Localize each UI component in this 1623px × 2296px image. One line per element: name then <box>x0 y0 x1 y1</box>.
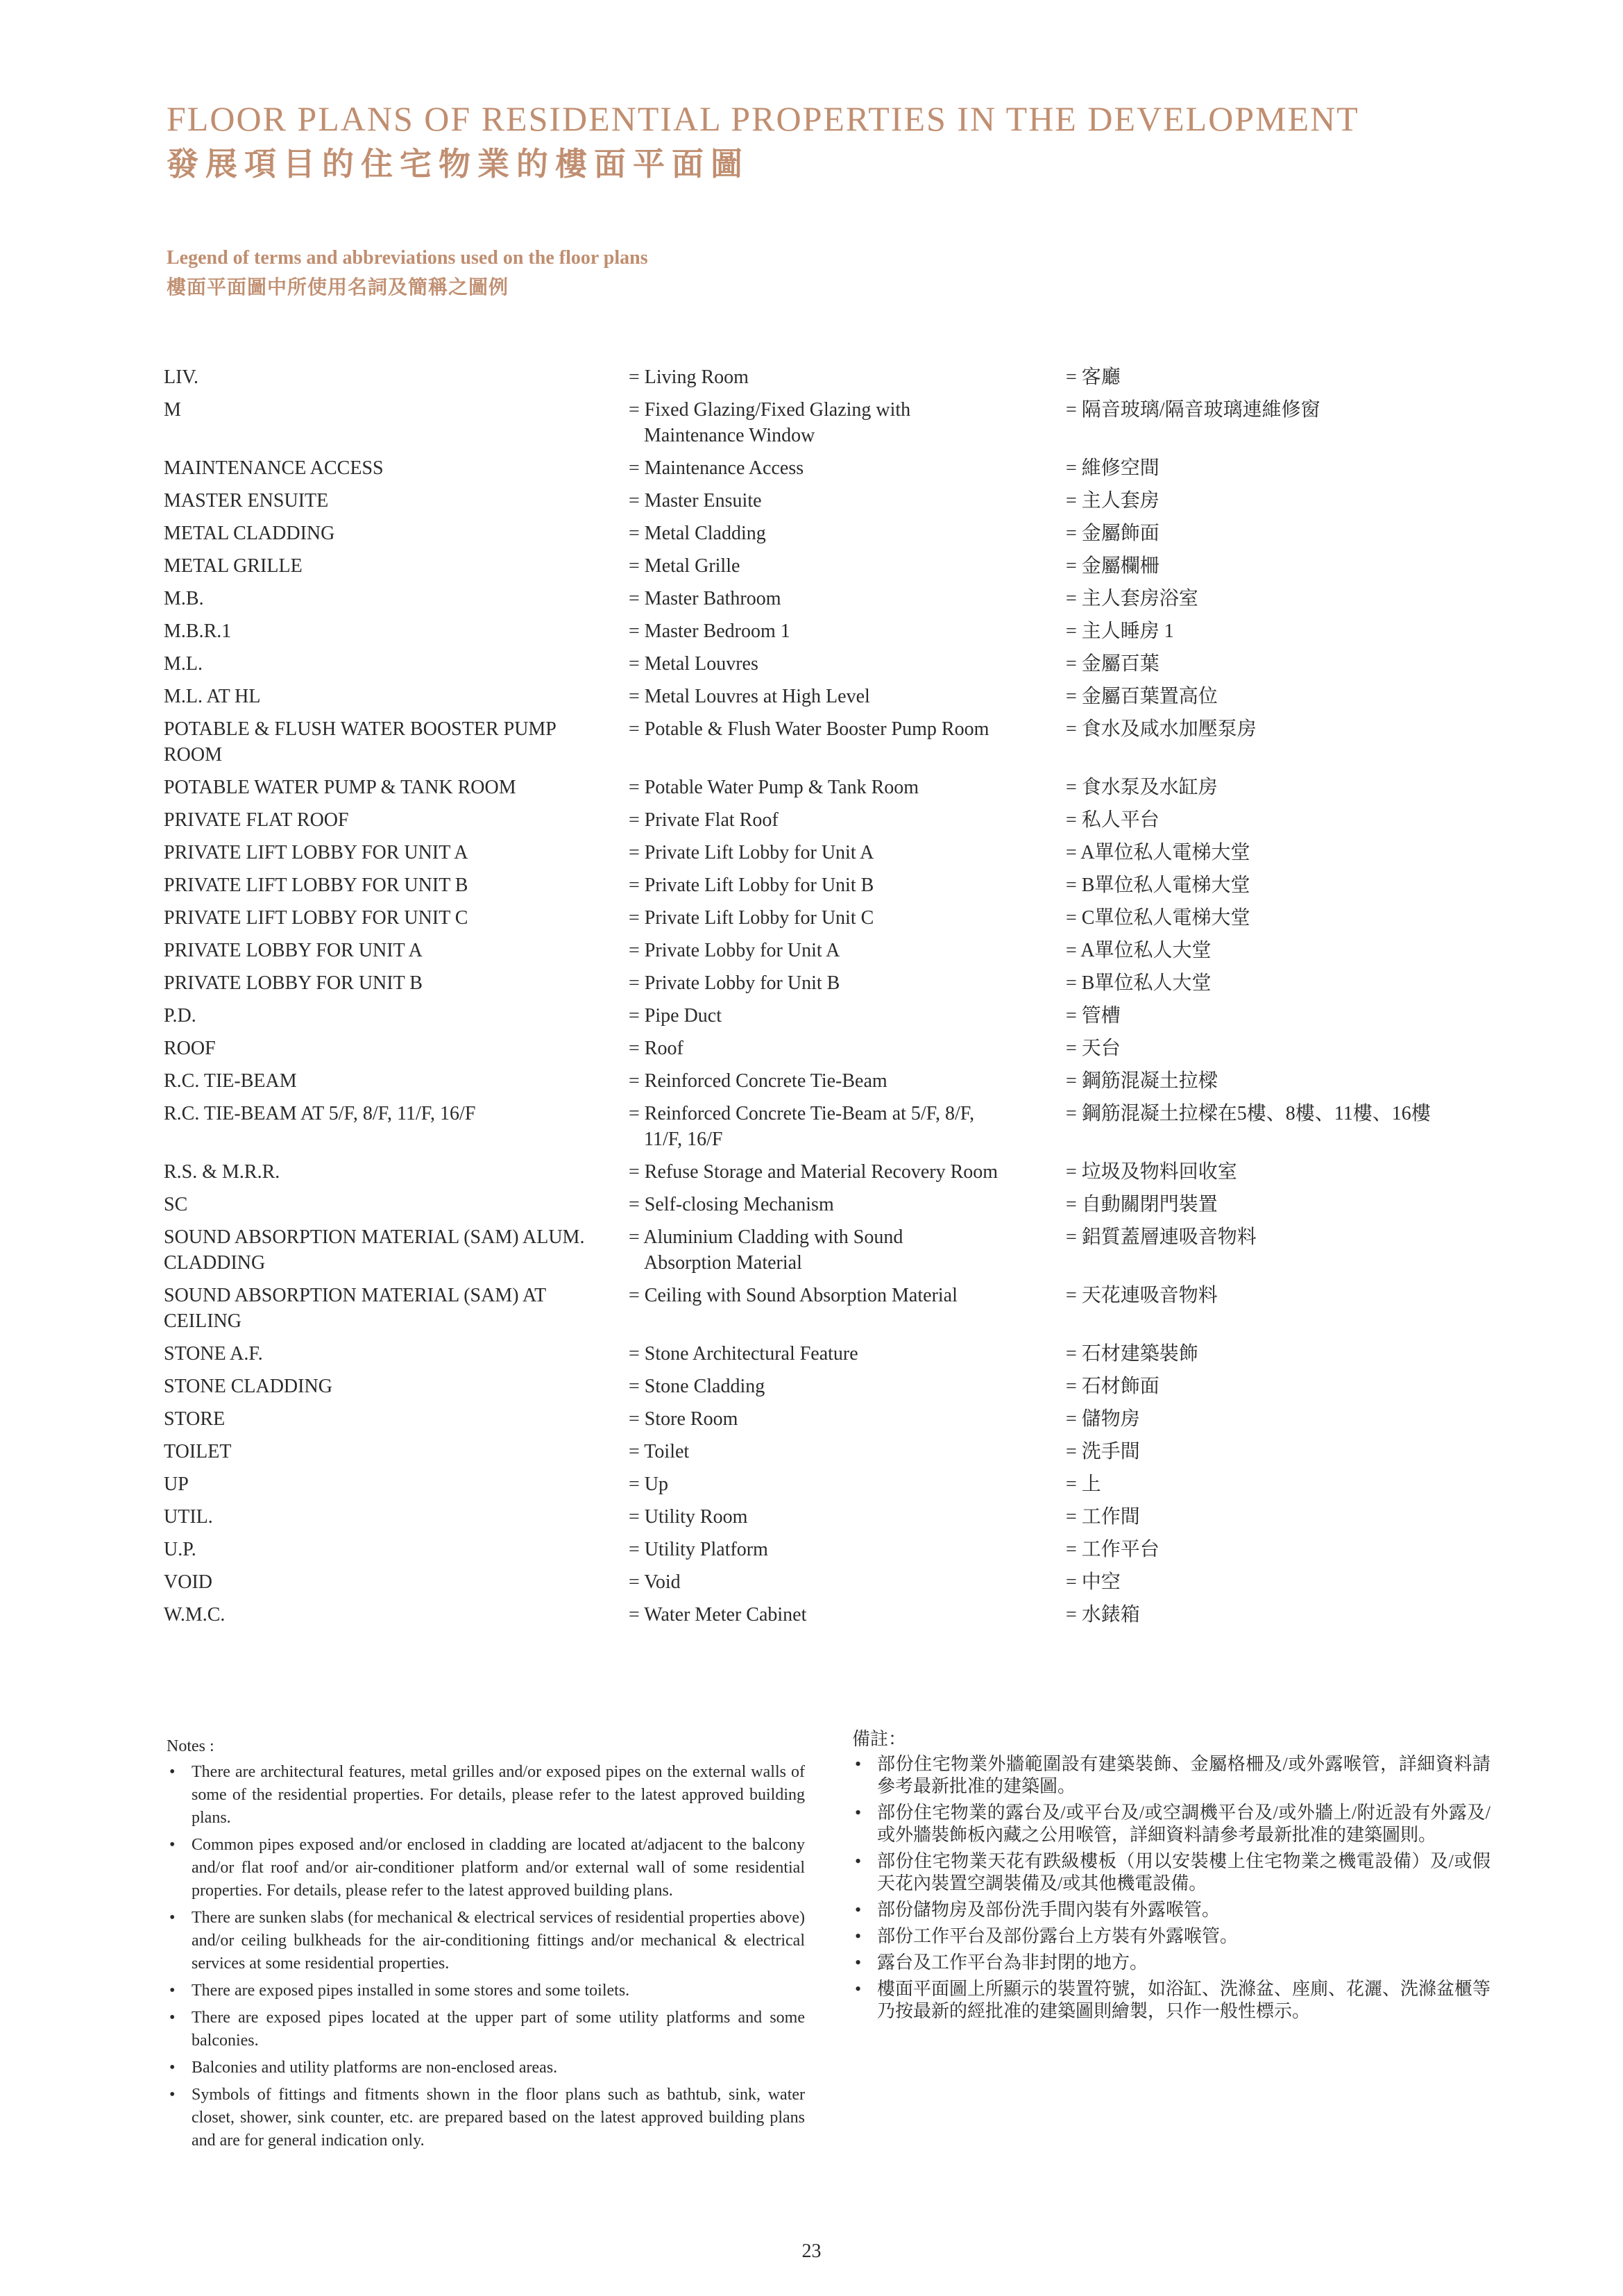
legend-meaning-en-line: = Master Bedroom 1 <box>629 621 790 642</box>
legend-row <box>164 804 1482 836</box>
notes-zh-list <box>852 1753 1490 2023</box>
legend-meaning-zh: = 主人套房 <box>1066 490 1159 512</box>
note-text: Symbols of fittings and fitments shown in the floor plans such as bathtub, sink, water closet, shower, sink counter, etc. are prepared based on the latest approved building plans and are for general indication only. <box>192 2086 805 2150</box>
legend-meaning-en <box>629 1435 1066 1468</box>
legend-meaning-en-line: = Pipe Duct <box>629 1005 722 1027</box>
legend-term: STORE <box>164 1408 226 1430</box>
legend-row <box>164 1221 1482 1279</box>
bullet-icon: • <box>855 1900 862 1920</box>
note-item <box>167 1834 805 1902</box>
note-text: There are exposed pipes located at the upper part of some utility platforms and some balconies. <box>192 2009 805 2050</box>
legend-row <box>164 1566 1482 1598</box>
legend-term: U.P. <box>164 1539 196 1560</box>
bullet-icon: • <box>855 1979 862 1999</box>
notes-zh-heading: 備註： <box>852 1729 907 1749</box>
legend-row <box>164 615 1482 648</box>
legend-term: LIV. <box>164 366 199 388</box>
legend-meaning-en <box>629 902 1066 934</box>
legend-meaning-zh: = 洗手間 <box>1066 1441 1140 1462</box>
legend-row <box>164 1370 1482 1403</box>
note-item <box>852 1753 1490 1798</box>
legend-meaning-en-line: = Stone Architectural Feature <box>629 1343 858 1365</box>
legend-meaning-zh: = C單位私人電梯大堂 <box>1066 907 1250 929</box>
legend-meaning-en-line: = Metal Louvres <box>629 653 758 675</box>
legend-meaning-en <box>629 934 1066 967</box>
legend-meaning-en-line: = Private Lobby for Unit B <box>629 972 840 994</box>
notes-en-heading: Notes : <box>167 1737 214 1755</box>
legend-meaning-en-line: = Potable Water Pump & Tank Room <box>629 777 919 798</box>
legend-meaning-en <box>629 452 1066 484</box>
legend-meaning-zh: = 主人套房浴室 <box>1066 588 1198 609</box>
note-item <box>852 1850 1490 1895</box>
legend-meaning-en-line: = Living Room <box>629 366 749 388</box>
legend-meaning-en-line: = Reinforced Concrete Tie-Beam at 5/F, 8/F, <box>629 1103 975 1124</box>
legend-meaning-en <box>629 615 1066 648</box>
legend-term: MASTER ENSUITE <box>164 490 329 512</box>
legend-meaning-en-line: = Private Lift Lobby for Unit A <box>629 842 874 863</box>
legend-meaning-zh: = 管槽 <box>1066 1005 1121 1027</box>
legend-row <box>164 967 1482 999</box>
note-item <box>167 2057 805 2079</box>
legend-meaning-zh: = 私人平台 <box>1066 809 1159 831</box>
legend-meaning-en <box>629 836 1066 869</box>
legend-meaning-en <box>629 1598 1066 1631</box>
legend-meaning-zh: = A單位私人大堂 <box>1066 940 1212 961</box>
bullet-icon: • <box>855 1754 862 1774</box>
legend-term: PRIVATE FLAT ROOF <box>164 809 349 831</box>
bullet-icon: • <box>855 1926 862 1946</box>
legend-meaning-en <box>629 771 1066 804</box>
legend-row <box>164 902 1482 934</box>
legend-row <box>164 1097 1482 1156</box>
legend-term: P.D. <box>164 1005 196 1027</box>
bullet-icon: • <box>169 1836 176 1854</box>
legend-row <box>164 550 1482 582</box>
legend-meaning-en-line: = Store Room <box>629 1408 738 1430</box>
legend-row <box>164 1337 1482 1370</box>
legend-meaning-en <box>629 394 1066 452</box>
legend-meaning-zh: = 主人睡房 1 <box>1066 621 1174 642</box>
note-text: 部份儲物房及部份洗手間內裝有外露喉管。 <box>877 1900 1221 1920</box>
legend-term: POTABLE & FLUSH WATER BOOSTER PUMP ROOM <box>164 718 556 766</box>
note-item <box>167 1980 805 2002</box>
page-number: 23 <box>801 2240 822 2262</box>
legend-meaning-en-line: = Private Lift Lobby for Unit C <box>629 907 874 929</box>
note-text: 樓面平面圖上所顯示的裝置符號，如浴缸、洗滌盆、座廁、花灑、洗滌盆櫃等乃按最新的經批准的建築圖則繪製，只作一般性標示。 <box>877 1979 1491 2021</box>
legend-meaning-en <box>629 1501 1066 1533</box>
legend-meaning-en-line: = Potable & Flush Water Booster Pump Room <box>629 718 989 740</box>
note-item <box>852 1802 1490 1846</box>
legend-meaning-en <box>629 550 1066 582</box>
legend-term: SOUND ABSORPTION MATERIAL (SAM) ALUM. CLADDING <box>164 1226 585 1274</box>
bullet-icon: • <box>169 1982 176 2000</box>
bullet-icon: • <box>169 2009 176 2027</box>
legend-meaning-en-line: = Up <box>629 1474 669 1495</box>
legend-meaning-zh: = A單位私人電梯大堂 <box>1066 842 1250 863</box>
notes-en <box>167 1735 805 2156</box>
page-title-en: FLOOR PLANS OF RESIDENTIAL PROPERTIES IN THE DEVELOPMENT <box>167 99 1359 138</box>
legend-row <box>164 1065 1482 1097</box>
legend-row <box>164 771 1482 804</box>
legend-term: PRIVATE LOBBY FOR UNIT A <box>164 940 423 961</box>
note-item <box>167 2007 805 2052</box>
bullet-icon: • <box>855 1851 862 1871</box>
legend-meaning-en <box>629 1188 1066 1221</box>
legend-row <box>164 1468 1482 1501</box>
legend-meaning-en <box>629 999 1066 1032</box>
legend-meaning-zh: = 工作間 <box>1066 1506 1140 1528</box>
note-text: There are architectural features, metal grilles and/or exposed pipes on the external walls of some of the residential properties. For details, please refer to the latest approved building plans. <box>192 1763 805 1827</box>
legend-meaning-en-line: = Reinforced Concrete Tie-Beam <box>629 1070 887 1092</box>
legend-meaning-en-line: = Void <box>629 1571 681 1593</box>
bullet-icon: • <box>169 1763 176 1781</box>
legend-row <box>164 452 1482 484</box>
legend-meaning-zh: = 垃圾及物料回收室 <box>1066 1161 1237 1183</box>
note-item <box>167 2084 805 2152</box>
legend-meaning-en-line: = Utility Platform <box>629 1539 768 1560</box>
legend-meaning-zh: = 儲物房 <box>1066 1408 1140 1430</box>
note-text: 部份住宅物業的露台及/或平台及/或空調機平台及/或外牆上/附近設有外露及/或外牆裝飾板內藏之公用喉管，詳細資料請參考最新批准的建築圖則。 <box>877 1803 1490 1845</box>
legend-row <box>164 1188 1482 1221</box>
legend-row <box>164 836 1482 869</box>
legend-term: R.S. & M.R.R. <box>164 1161 280 1183</box>
legend-term: R.C. TIE-BEAM AT 5/F, 8/F, 11/F, 16/F <box>164 1103 476 1124</box>
legend-meaning-zh: = 鋁質蓋層連吸音物料 <box>1066 1226 1257 1248</box>
bullet-icon: • <box>855 1803 862 1823</box>
legend-meaning-zh: = B單位私人大堂 <box>1066 972 1212 994</box>
legend-meaning-en <box>629 582 1066 615</box>
legend-meaning-en-line: Absorption Material <box>644 1252 802 1274</box>
note-item <box>852 1899 1490 1921</box>
legend-meaning-en-line: = Metal Louvres at High Level <box>629 686 870 707</box>
legend-meaning-en <box>629 1156 1066 1188</box>
legend-term: M.B.R.1 <box>164 621 232 642</box>
note-item <box>167 1907 805 1975</box>
legend-meaning-en <box>629 648 1066 680</box>
legend-meaning-zh: = 金屬百葉置高位 <box>1066 686 1218 707</box>
legend-meaning-en <box>629 869 1066 902</box>
legend-row <box>164 680 1482 713</box>
legend-term: PRIVATE LIFT LOBBY FOR UNIT A <box>164 842 468 863</box>
legend-meaning-en-line: = Water Meter Cabinet <box>629 1604 807 1626</box>
legend-meaning-en <box>629 1468 1066 1501</box>
legend-term: M.B. <box>164 588 204 609</box>
legend-meaning-en-line: = Private Lobby for Unit A <box>629 940 840 961</box>
legend-term: METAL GRILLE <box>164 555 303 577</box>
bullet-icon: • <box>169 2086 176 2104</box>
legend-term: UP <box>164 1474 189 1495</box>
legend-meaning-en <box>629 680 1066 713</box>
legend-term: POTABLE WATER PUMP & TANK ROOM <box>164 777 516 798</box>
legend-meaning-en-line: = Self-closing Mechanism <box>629 1194 834 1215</box>
note-item <box>852 1925 1490 1948</box>
legend-meaning-en <box>629 1221 1066 1279</box>
note-text: 露台及工作平台為非封閉的地方。 <box>877 1952 1148 1973</box>
legend-meaning-zh: = 鋼筋混凝土拉樑 <box>1066 1070 1218 1092</box>
legend-row <box>164 1032 1482 1065</box>
legend-term: R.C. TIE-BEAM <box>164 1070 297 1092</box>
note-text: 部份住宅物業天花有跌級樓板（用以安裝樓上住宅物業之機電設備）及/或假天花內裝置空調裝備及/或其他機電設備。 <box>877 1851 1490 1893</box>
legend-meaning-en-line: = Refuse Storage and Material Recovery Room <box>629 1161 999 1183</box>
legend-meaning-zh: = 客廳 <box>1066 366 1121 388</box>
legend-meaning-en <box>629 1032 1066 1065</box>
legend-term: M.L. <box>164 653 203 675</box>
legend-row <box>164 1435 1482 1468</box>
legend-meaning-en <box>629 361 1066 394</box>
legend-meaning-zh: = 上 <box>1066 1474 1101 1495</box>
legend-meaning-en-line: = Roof <box>629 1038 683 1059</box>
legend-row <box>164 1403 1482 1435</box>
legend-row <box>164 934 1482 967</box>
legend-meaning-en-line: = Maintenance Access <box>629 457 804 479</box>
legend-meaning-en <box>629 804 1066 836</box>
legend-row <box>164 484 1482 517</box>
legend-meaning-zh: = 天台 <box>1066 1038 1121 1059</box>
legend-meaning-en-line: = Fixed Glazing/Fixed Glazing with <box>629 399 911 421</box>
legend-term: PRIVATE LIFT LOBBY FOR UNIT B <box>164 875 468 896</box>
legend-meaning-zh: = 金屬飾面 <box>1066 523 1159 544</box>
legend-heading-en: Legend of terms and abbreviations used on the floor plans <box>167 247 648 269</box>
legend-meaning-en <box>629 1533 1066 1566</box>
legend-row <box>164 1533 1482 1566</box>
legend-term: METAL CLADDING <box>164 523 335 544</box>
legend-meaning-zh: = 鋼筋混凝土拉樑在5樓、8樓、11樓、16樓 <box>1066 1103 1431 1124</box>
legend-row <box>164 1156 1482 1188</box>
legend-meaning-en-line: = Ceiling with Sound Absorption Material <box>629 1285 958 1306</box>
legend-term: W.M.C. <box>164 1604 226 1626</box>
legend-row <box>164 517 1482 550</box>
note-item <box>167 1761 805 1830</box>
legend-row <box>164 394 1482 452</box>
legend-meaning-zh: = 石材飾面 <box>1066 1376 1159 1397</box>
legend-table <box>164 361 1482 1631</box>
legend-meaning-zh: = 食水及咸水加壓泵房 <box>1066 718 1257 740</box>
legend-term: STONE CLADDING <box>164 1376 332 1397</box>
legend-meaning-zh: = 中空 <box>1066 1571 1121 1593</box>
legend-row <box>164 1279 1482 1337</box>
legend-meaning-en-line: Maintenance Window <box>644 425 815 446</box>
legend-meaning-zh: = 天花連吸音物料 <box>1066 1285 1218 1306</box>
legend-meaning-en <box>629 1566 1066 1598</box>
legend-term: TOILET <box>164 1441 232 1462</box>
notes-en-list <box>167 1761 805 2152</box>
legend-term: ROOF <box>164 1038 216 1059</box>
legend-term: VOID <box>164 1571 212 1593</box>
legend-term: SOUND ABSORPTION MATERIAL (SAM) AT CEILING <box>164 1285 546 1332</box>
legend-meaning-en-line: = Private Lift Lobby for Unit B <box>629 875 874 896</box>
legend-meaning-en-line: = Stone Cladding <box>629 1376 765 1397</box>
legend-meaning-en-line: = Master Ensuite <box>629 490 762 512</box>
legend-meaning-en-line: 11/F, 16/F <box>644 1129 723 1150</box>
legend-meaning-zh: = B單位私人電梯大堂 <box>1066 875 1250 896</box>
legend-meaning-en <box>629 1337 1066 1370</box>
legend-term: SC <box>164 1194 188 1215</box>
legend-term: PRIVATE LIFT LOBBY FOR UNIT C <box>164 907 468 929</box>
legend-term: M <box>164 399 181 421</box>
legend-meaning-zh: = 隔音玻璃/隔音玻璃連維修窗 <box>1066 399 1320 421</box>
legend-meaning-zh: = 自動關閉門裝置 <box>1066 1194 1218 1215</box>
legend-meaning-en <box>629 517 1066 550</box>
legend-meaning-zh: = 工作平台 <box>1066 1539 1159 1560</box>
legend-meaning-zh: = 金屬欄柵 <box>1066 555 1159 577</box>
legend-row <box>164 713 1482 771</box>
legend-row <box>164 869 1482 902</box>
bullet-icon: • <box>169 2059 176 2077</box>
legend-row <box>164 582 1482 615</box>
note-text: There are exposed pipes installed in some stores and some toilets. <box>192 1982 630 2000</box>
legend-meaning-en-line: = Master Bathroom <box>629 588 781 609</box>
note-item <box>852 1978 1490 2023</box>
legend-row <box>164 1598 1482 1631</box>
legend-meaning-zh: = 水錶箱 <box>1066 1604 1140 1626</box>
legend-heading-zh: 樓面平面圖中所使用名詞及簡稱之圖例 <box>167 277 509 298</box>
legend-meaning-en-line: = Private Flat Roof <box>629 809 779 831</box>
legend-term: M.L. AT HL <box>164 686 261 707</box>
legend-meaning-en-line: = Metal Grille <box>629 555 740 577</box>
legend-row <box>164 648 1482 680</box>
legend-meaning-zh: = 維修空間 <box>1066 457 1159 479</box>
bullet-icon: • <box>169 1909 176 1927</box>
legend-term: UTIL. <box>164 1506 213 1528</box>
page-title-zh: 發展項目的住宅物業的樓面平面圖 <box>167 146 749 182</box>
legend-meaning-zh: = 石材建築裝飾 <box>1066 1343 1198 1365</box>
bullet-icon: • <box>855 1952 862 1973</box>
legend-meaning-en <box>629 967 1066 999</box>
legend-meaning-en <box>629 1097 1066 1156</box>
note-item <box>852 1952 1490 1974</box>
legend-meaning-en <box>629 484 1066 517</box>
note-text: Balconies and utility platforms are non-enclosed areas. <box>192 2059 558 2077</box>
legend-row <box>164 1501 1482 1533</box>
note-text: Common pipes exposed and/or enclosed in cladding are located at/adjacent to the balcony and/or flat roof and/or air-conditioner platform and/or external wall of some residential properties. For details, please refer to the latest approved building plans. <box>192 1836 805 1900</box>
legend-meaning-en-line: = Metal Cladding <box>629 523 766 544</box>
legend-row <box>164 999 1482 1032</box>
legend-term: STONE A.F. <box>164 1343 263 1365</box>
legend-meaning-en-line: = Utility Room <box>629 1506 748 1528</box>
legend-row <box>164 361 1482 394</box>
note-text: 部份工作平台及部份露台上方裝有外露喉管。 <box>877 1926 1239 1946</box>
legend-meaning-en-line: = Aluminium Cladding with Sound <box>629 1226 903 1248</box>
legend-meaning-en-line: = Toilet <box>629 1441 690 1462</box>
legend-term: MAINTENANCE ACCESS <box>164 457 384 479</box>
legend-meaning-en <box>629 1370 1066 1403</box>
note-text: 部份住宅物業外牆範圍設有建築裝飾、金屬格柵及/或外露喉管，詳細資料請參考最新批准的建築圖。 <box>877 1754 1490 1796</box>
legend-meaning-en <box>629 1279 1066 1337</box>
legend-meaning-en <box>629 1403 1066 1435</box>
legend-term: PRIVATE LOBBY FOR UNIT B <box>164 972 423 994</box>
legend-meaning-en <box>629 713 1066 771</box>
notes-zh <box>852 1728 1490 2027</box>
legend-meaning-en <box>629 1065 1066 1097</box>
legend-meaning-zh: = 食水泵及水缸房 <box>1066 777 1218 798</box>
note-text: There are sunken slabs (for mechanical & electrical services of residential properties above) and/or ceiling bulkheads for the air-conditioning fittings and/or mechanical & electrical services at some residential properties. <box>192 1909 805 1973</box>
legend-meaning-zh: = 金屬百葉 <box>1066 653 1159 675</box>
